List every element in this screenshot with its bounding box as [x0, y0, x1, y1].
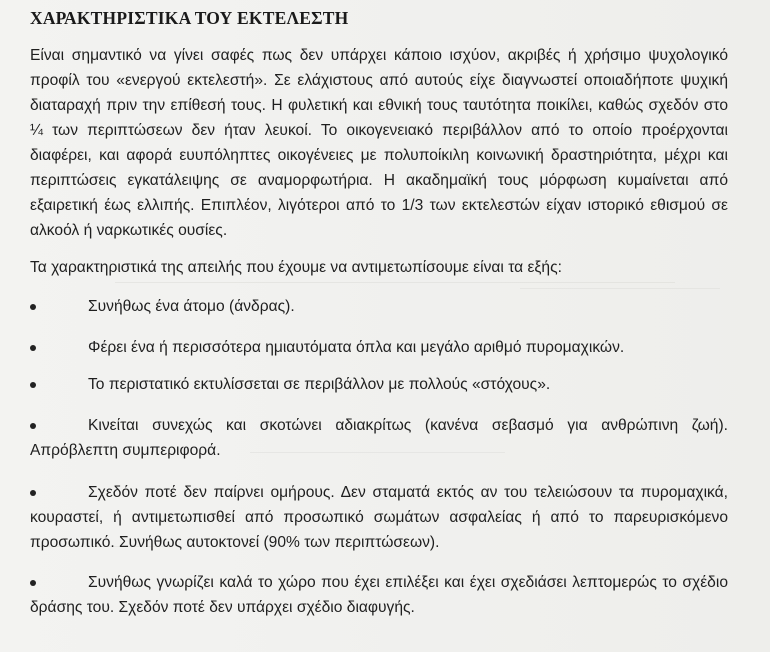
intro-paragraph: Είναι σημαντικό να γίνει σαφές πως δεν υπάρχει κάποιο ισχύον, ακριβές ή χρήσιμο ψυχολογικό προφίλ του «ενεργού εκτελεστή». Σε ελάχιστους από αυτούς είχε διαγνωστεί οποιαδήποτε ψυχική διαταραχή πριν την επίθεσή τους. Η φυλετική και εθνική τους ταυτότητα ποικίλει, καθώς σχεδόν στο ¼ των περιπτώσεων δεν ήταν λευκοί. Το οικογενειακό περιβάλλον από το οποίο προέρχονται διαφέρει, και αφορά ευυπόληπτες οικογένειες με πολυποίκιλη κοινωνική δραστηριότητα, μέχρι και περιπτώσεις εγκατάλειψης σε αναμορφωτήρια. Η ακαδημαϊκή τους μόρφωση κυμαίνεται από εξαιρετική έως ελλιπής. Επιπλέον, λιγότεροι από το 1/3 των εκτελεστών είχαν ιστορικό εθισμού σε αλκοόλ ή ναρκωτικές ουσίες.: [30, 47, 728, 239]
list-item: [30, 372, 728, 397]
list-item: [30, 294, 728, 319]
lead-sentence: Τα χαρακτηριστικά της απειλής που έχουμε να αντιμετωπίσουμε είναι τα εξής:: [30, 259, 562, 276]
bullet-text: Κινείται συνεχώς και σκοτώνει αδιακρίτως (κανένα σεβασμό για ανθρώπινη ζωή). Απρόβλεπτη συμπεριφορά.: [30, 417, 728, 459]
bullet-text: Συνήθως ένα άτομο (άνδρας).: [88, 298, 295, 315]
bullet-text: Σχεδόν ποτέ δεν παίρνει ομήρους. Δεν σταματά εκτός αν του τελειώσουν τα πυρομαχικά, κουραστεί, ή αντιμετωπισθεί από προσωπικό σωμάτων ασφαλείας ή από το παρευρισκόμενο προσωπικό. Συνήθως αυτοκτονεί (90% των περιπτώσεων).: [30, 484, 728, 551]
bullet-text: Συνήθως γνωρίζει καλά το χώρο που έχει επιλέξει και έχει σχεδιάσει λεπτομερώς το σχέδιο δράσης του. Σχεδόν ποτέ δεν υπάρχει σχέδιο διαφυγής.: [30, 574, 728, 616]
document-body: [30, 8, 728, 620]
list-item: [30, 413, 728, 463]
bullet-text: Το περιστατικό εκτυλίσσεται σε περιβάλλον με πολλούς «στόχους».: [88, 376, 551, 393]
list-item: [30, 480, 728, 555]
bullet-text: Φέρει ένα ή περισσότερα ημιαυτόματα όπλα και μεγάλο αριθμό πυρομαχικών.: [88, 339, 625, 356]
characteristics-list: [30, 294, 728, 620]
list-item: [30, 335, 728, 360]
list-item: [30, 570, 728, 620]
section-title: ΧΑΡΑΚΤΗΡΙΣΤΙΚΑ ΤΟΥ ΕΚΤΕΛΕΣΤΗ: [30, 8, 349, 28]
bleed-through-text-1: [88, 0, 308, 5]
